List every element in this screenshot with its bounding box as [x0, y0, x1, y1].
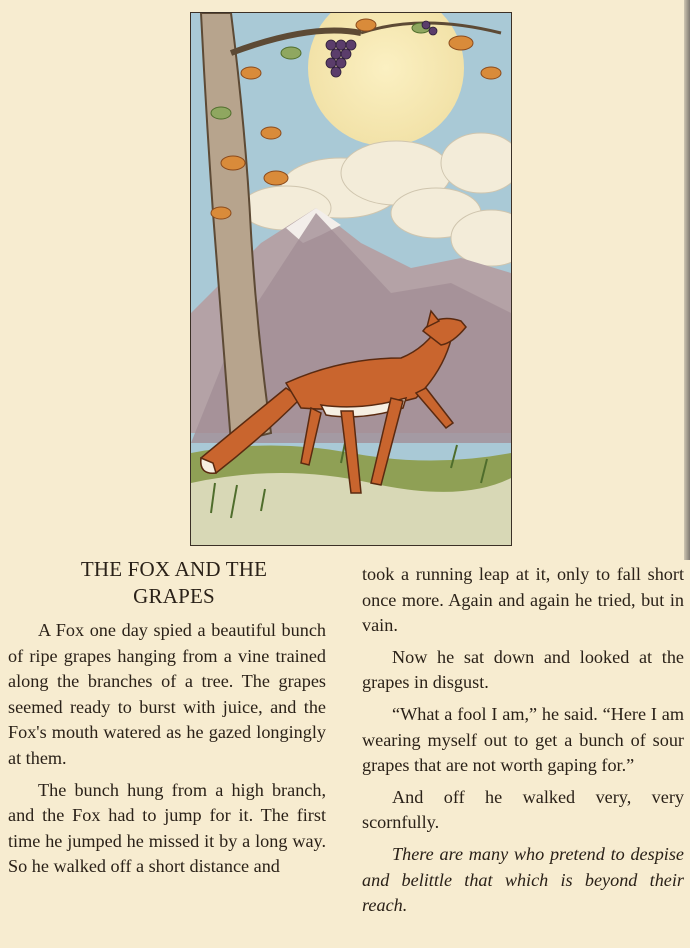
moral-text: There are many who pretend to despise and belittle that which is beyond their reach.	[362, 843, 684, 916]
paragraph-5: “What a fool I am,” he said. “Here I am wearing myself out to get a bunch of sour grapes that are not worth gaping for.”	[362, 703, 684, 776]
left-column	[8, 618, 326, 886]
fox-and-grapes-illustration-icon	[191, 13, 511, 545]
title-line-1: THE FOX AND THE	[80, 557, 268, 581]
paragraph-3: took a running leap at it, only to fall short once more. Again and again he tried, but in vain.	[362, 564, 684, 636]
story-title	[15, 556, 333, 610]
page-edge-shadow	[684, 0, 690, 560]
title-line-2: GRAPES	[133, 584, 215, 608]
paragraph-6: And off he walked very, very scornfully.	[362, 786, 684, 833]
paragraph-4: Now he sat down and looked at the grapes in disgust.	[362, 646, 684, 693]
paragraph-1: A Fox one day spied a beautiful bunch of ripe grapes hanging from a vine trained along the branches of a tree. The grapes seemed ready to burst with juice, and the Fox's mouth watered as he gazed longingly at them.	[8, 620, 326, 768]
fox-illustration	[190, 12, 512, 546]
right-column	[362, 562, 684, 925]
paragraph-2: The bunch hung from a high branch, and the Fox had to jump for it. The first time he jumped he missed it by a long way. So he walked off a short distance and	[8, 779, 326, 877]
